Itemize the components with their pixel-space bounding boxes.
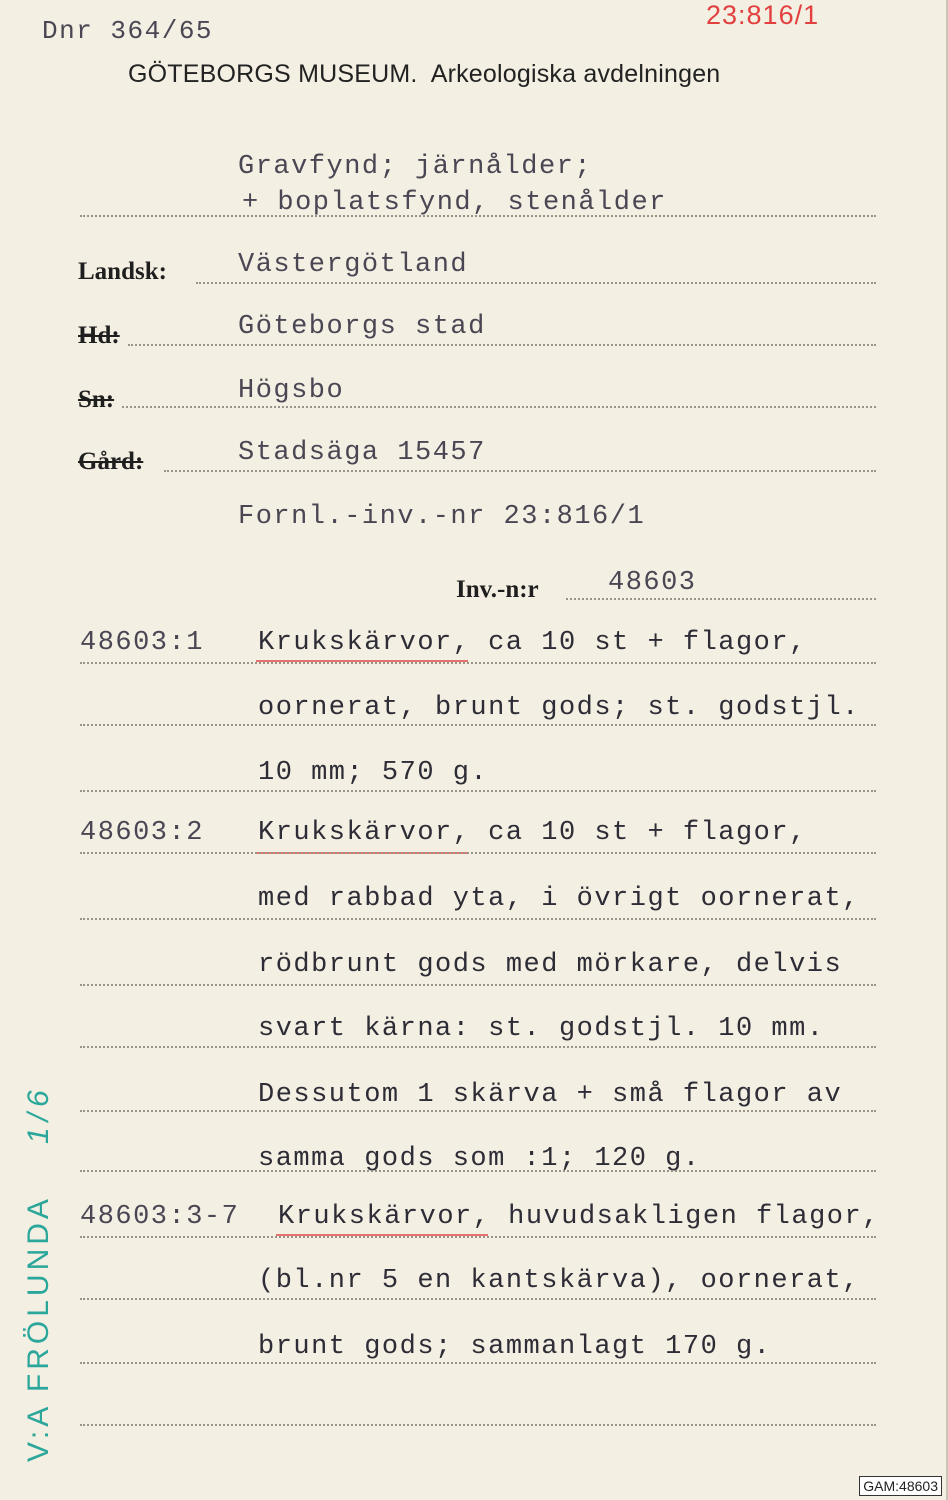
sn-value: Högsbo xyxy=(238,376,345,406)
dotted-rule xyxy=(80,215,876,217)
museum-name xyxy=(128,60,720,89)
entry-text-line: Krukskärvor, ca 10 st + flagor, xyxy=(258,628,807,658)
dotted-rule xyxy=(122,406,876,408)
dotted-rule xyxy=(80,1236,876,1238)
gard-label: Gård: xyxy=(78,448,144,475)
department-name: Arkeologiska avdelningen xyxy=(430,60,721,88)
dotted-rule xyxy=(80,662,876,664)
entry-text-line: rödbrunt gods med mörkare, delvis xyxy=(258,950,843,980)
entry-text-line: Krukskärvor, ca 10 st + flagor, xyxy=(258,818,807,848)
inv-label: Inv.-n:r xyxy=(456,576,539,603)
archive-id-label: GAM:48603 xyxy=(859,1476,942,1496)
entry-id: 48603:1 xyxy=(80,628,204,658)
dotted-rule xyxy=(566,598,876,600)
hd-value: Göteborgs stad xyxy=(238,312,486,342)
dotted-rule xyxy=(80,790,876,792)
museum-title: GÖTEBORGS MUSEUM. xyxy=(128,60,418,88)
dotted-rule xyxy=(80,1424,876,1426)
entry-text-line: oornerat, brunt gods; st. godstjl. xyxy=(258,693,860,723)
dotted-rule xyxy=(128,344,876,346)
dotted-rule xyxy=(80,724,876,726)
dotted-rule xyxy=(80,1110,876,1112)
inv-value: 48603 xyxy=(608,568,697,598)
entry-text-line: samma gods som :1; 120 g. xyxy=(258,1144,701,1174)
side-number: 1/6 xyxy=(22,1084,55,1144)
hd-label: Hd: xyxy=(78,322,120,349)
dnr-number: Dnr 364/65 xyxy=(42,16,214,46)
entry-id: 48603:3-7 xyxy=(80,1202,240,1232)
dotted-rule xyxy=(80,1362,876,1364)
dotted-rule xyxy=(164,470,876,472)
dotted-rule xyxy=(80,1170,876,1172)
sn-label: Sn: xyxy=(78,386,115,413)
red-reference-number: 23:816/1 xyxy=(706,0,820,30)
dotted-rule xyxy=(80,1298,876,1300)
entry-text-line: (bl.nr 5 en kantskärva), oornerat, xyxy=(258,1266,860,1296)
side-location-label: V:A FRÖLUNDA xyxy=(22,1195,55,1462)
entry-text-line: svart kärna: st. godstjl. 10 mm. xyxy=(258,1014,825,1044)
fornl-inv-nr: Fornl.-inv.-nr 23:816/1 xyxy=(238,502,646,532)
gard-value: Stadsäga 15457 xyxy=(238,438,486,468)
entry-text-line: med rabbad yta, i övrigt oornerat, xyxy=(258,884,860,914)
entry-id: 48603:2 xyxy=(80,818,204,848)
entry-text-line: Dessutom 1 skärva + små flagor av xyxy=(258,1080,843,1110)
dotted-rule xyxy=(80,918,876,920)
category-line-1: Gravfynd; järnålder; xyxy=(238,152,593,182)
dotted-rule xyxy=(80,1046,876,1048)
dotted-rule xyxy=(196,282,876,284)
entry-text-line: Krukskärvor, huvudsakligen flagor, xyxy=(278,1202,880,1232)
entry-text-line: brunt gods; sammanlagt 170 g. xyxy=(258,1332,772,1362)
dotted-rule xyxy=(80,984,876,986)
landsk-value: Västergötland xyxy=(238,250,469,280)
dotted-rule xyxy=(80,852,876,854)
entry-text-line: 10 mm; 570 g. xyxy=(258,758,489,788)
category-line-2: + boplatsfynd, stenålder xyxy=(242,188,667,218)
landsk-label: Landsk: xyxy=(78,258,167,285)
